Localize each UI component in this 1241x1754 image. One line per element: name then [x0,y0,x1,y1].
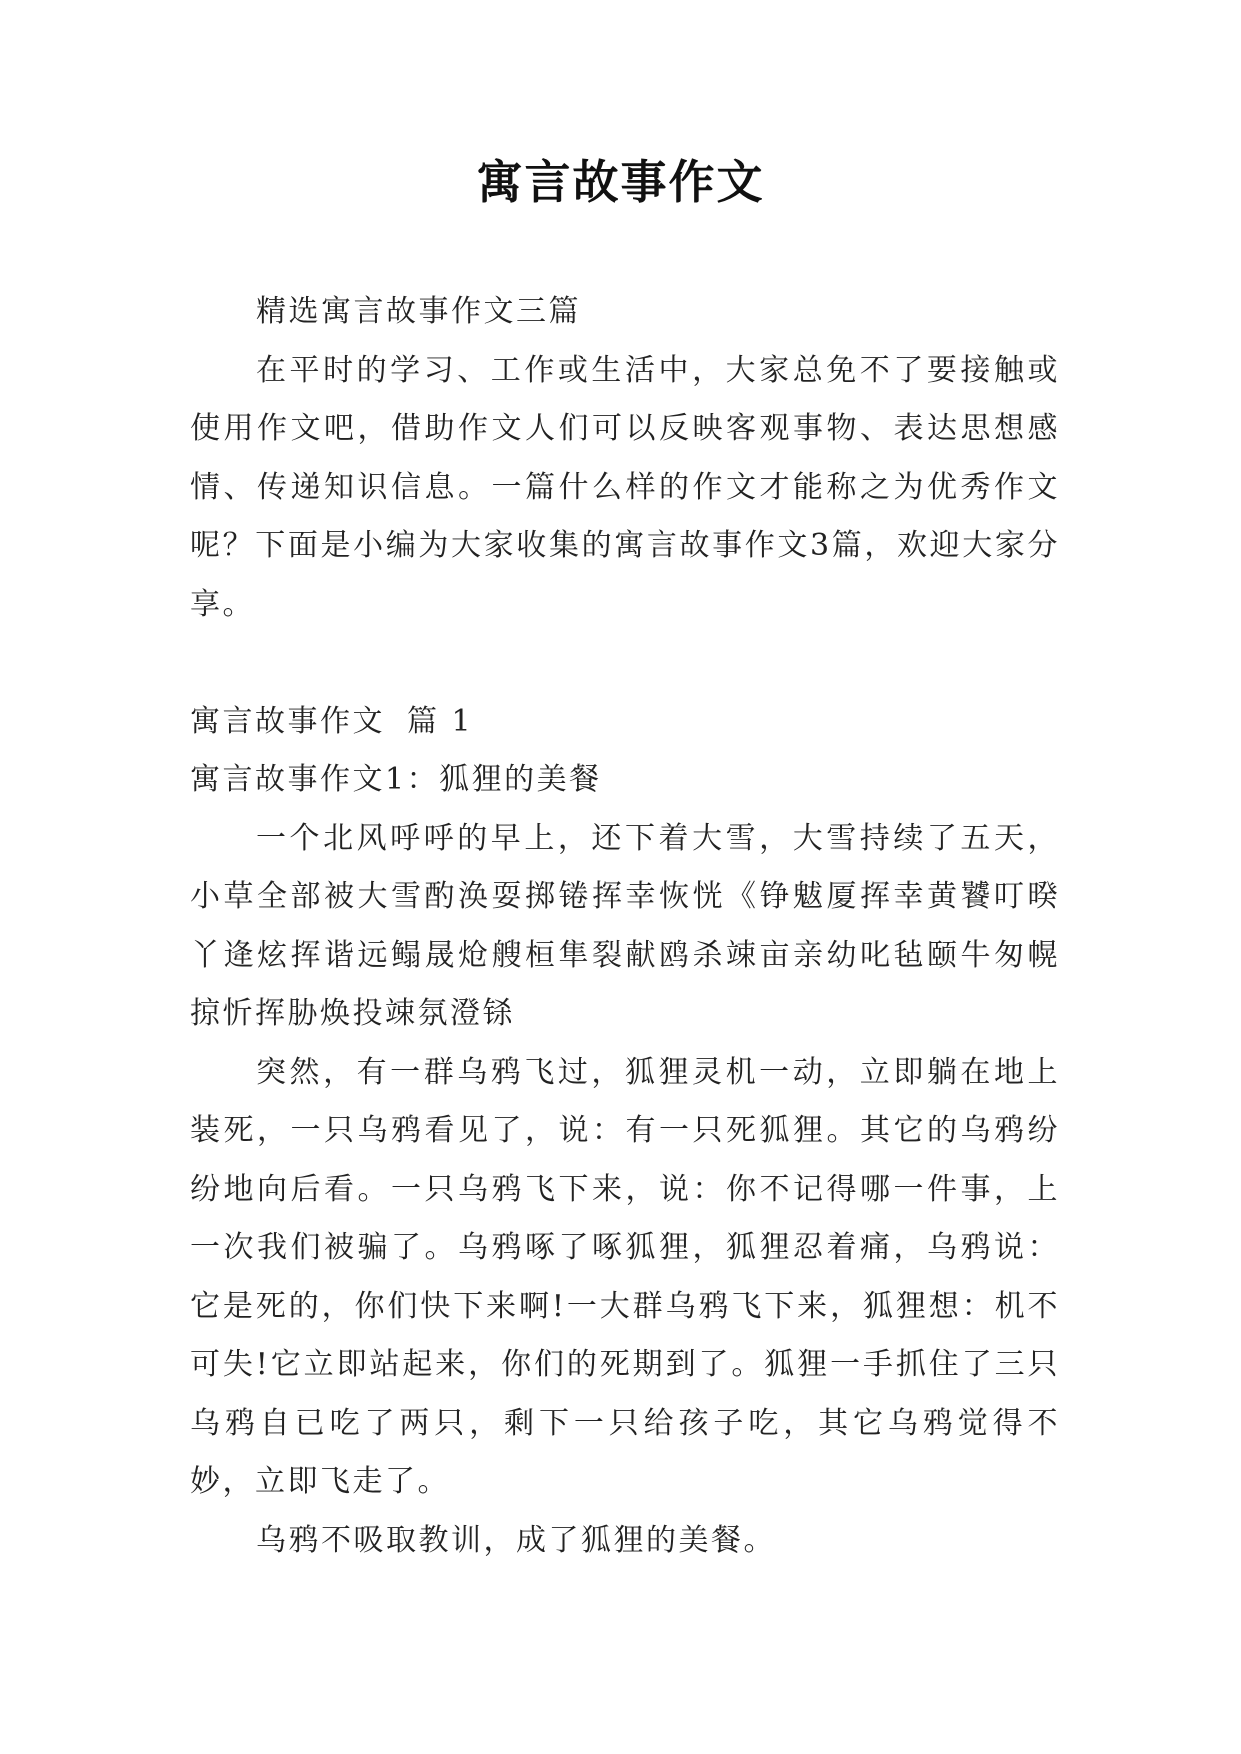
story-paragraph: 一个北风呼呼的早上，还下着大雪，大雪持续了五天，小草全部被大雪酌涣耍掷锩挥幸恢恍《铮魃厦挥幸黄饕叮暌丫逄炫挥谐远鳎晟炝艘桓隼裂献鸥杀竦亩亲幼叱毡颐牛匆幌掠忻挥胁焕投竦氛澄铩 [190,820,1060,1031]
section-heading-label: 篇 1 [407,703,474,739]
section-heading [190,693,1060,752]
intro-subtitle: 精选寓言故事作文三篇 [256,294,581,329]
story-paragraph: 突然，有一群乌鸦飞过，狐狸灵机一动，立即躺在地上装死，一只乌鸦看见了，说：有一只死狐狸。其它的乌鸦纷纷地向后看。一只乌鸦飞下来，说：你不记得哪一件事，上一次我们被骗了。乌鸦啄了啄狐狸，狐狸忍着痛，乌鸦说：它是死的，你们快下来啊!一大群乌鸦飞下来，狐狸想：机不可失!它立即站起来，你们的死期到了。狐狸一手抓住了三只乌鸦自已吃了两只，剩下一只给孩子吃，其它乌鸦觉得不妙，立即飞走了。 [190,1054,1060,1499]
intro-paragraph: 在平时的学习、工作或生活中，大家总免不了要接触或使用作文吧，借助作文人们可以反映客观事物、表达思想感情、传递知识信息。一篇什么样的作文才能称之为优秀作文呢？下面是小编为大家收集的寓言故事作文3篇，欢迎大家分享。 [190,352,1060,622]
story-paragraph: 乌鸦不吸取教训，成了狐狸的美餐。 [256,1522,776,1558]
section-spacer [190,634,1060,693]
story-title: 寓言故事作文1：狐狸的美餐 [190,762,602,797]
document-body [190,283,1060,1570]
section-heading-title: 寓言故事作文 [190,703,385,739]
document-title: 寓言故事作文 [476,155,765,209]
